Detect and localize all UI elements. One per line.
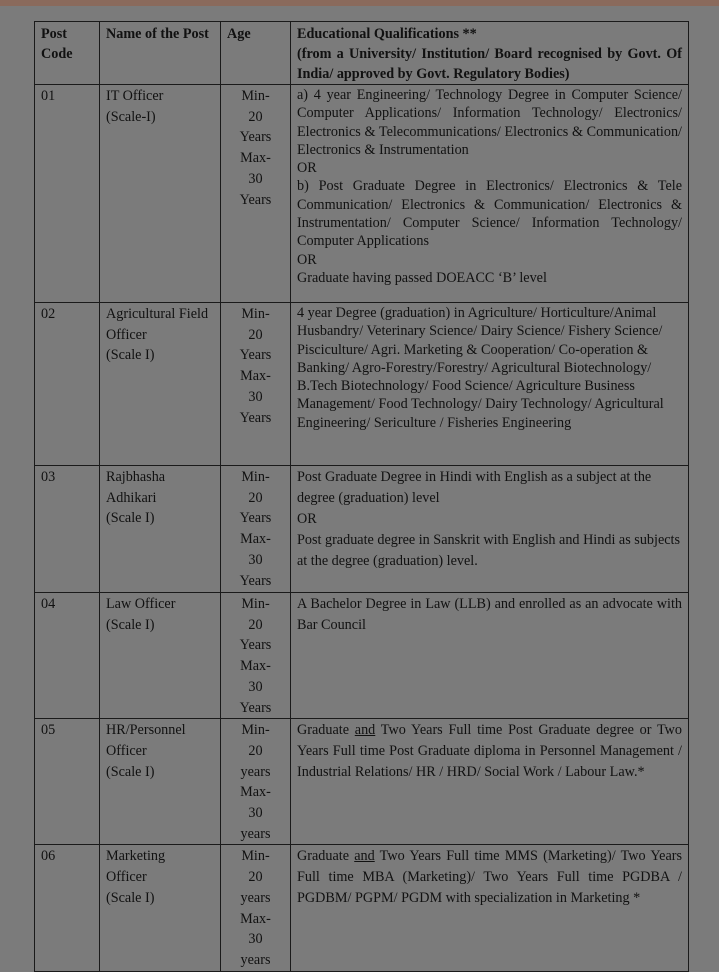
age-min-label: Min- xyxy=(241,596,270,612)
header-qual-title: Educational Qualifications ** xyxy=(297,26,477,42)
posts-table xyxy=(34,21,689,972)
age-min-unit: Years xyxy=(239,637,272,654)
qualification-text xyxy=(297,720,682,783)
age-min-label: Min- xyxy=(241,469,270,485)
post-name: Law Officer xyxy=(106,596,176,612)
age-cell xyxy=(221,466,291,593)
qualification-text: A Bachelor Degree in Law (LLB) and enrolled as an advocate with Bar Council xyxy=(297,596,682,633)
qualification-text: 4 year Degree (graduation) in Agriculture/ Horticulture/Animal Husbandry/ Veterinary Science/ Dairy Science/ Fishery Science/ Pisciculture/ Agri. Marketing & Cooperation/ Co-operation & Banking/ Agro-Forestry/Forestry/ Agricultural Biotechnology/ B.Tech Biotechnology/ Food Science/ Agriculture Business Management/ Food Technology/ Dairy Technology/ Agricultural Engineering/ Sericulture / Fisheries Engineering xyxy=(297,305,664,431)
post-scale: (Scale I) xyxy=(106,510,155,527)
qualification-text: Graduate having passed DOEACC ‘B’ level xyxy=(297,269,547,286)
post-name-cell xyxy=(100,85,221,303)
qualification-text: a) 4 year Engineering/ Technology Degree in Computer Science/ Computer Applications/ Information Technology/ Electronics/ Electronics & Telecommunications/ Electronics & Communication/ Electronics & Instrumentation xyxy=(297,87,682,158)
age-min-label: Min- xyxy=(241,848,270,865)
age-cell xyxy=(221,845,291,971)
age-max-unit: Years xyxy=(239,191,272,208)
qualification-or: OR xyxy=(297,251,317,268)
age-min-value: 20 xyxy=(248,742,263,759)
age-min-value: 20 xyxy=(248,489,263,506)
table-row xyxy=(35,303,689,466)
qualification-text: b) Post Graduate Degree in Electronics/ Electronics & Tele Communication/ Electronics & Communication/ Electronics & Instrumentation/ Computer Science/ Information Technology/ Computer Applications xyxy=(297,178,682,250)
age-min-unit: Years xyxy=(239,347,272,364)
age-min-label: Min- xyxy=(241,88,270,104)
header-qual-note: (from a University/ Institution/ Board recognised by Govt. Of India/ approved by Govt. Regulatory Bodies) xyxy=(297,46,682,82)
table-row xyxy=(35,845,689,971)
post-name: Agricultural Field Officer xyxy=(106,306,209,343)
age-max-label: Max- xyxy=(240,150,271,167)
qualification-text: Post graduate degree in Sanskrit with English and Hindi as subjects at the degree (graduation) level. xyxy=(297,531,681,569)
qualification-text xyxy=(297,846,682,909)
post-name-cell xyxy=(100,593,221,719)
post-code-cell: 03 xyxy=(35,466,100,593)
post-scale: (Scale-I) xyxy=(106,108,156,125)
age-max-value: 30 xyxy=(248,678,263,695)
post-code-cell: 04 xyxy=(35,593,100,719)
header-qualifications xyxy=(291,22,689,85)
qualification-rest: Two Years Full time MMS (Marketing)/ Two Years Full time MBA (Marketing)/ Two Years Full time PGDBA / PGDBM/ PGPM/ PGDM with specialization in Marketing * xyxy=(297,848,682,907)
post-code-cell: 01 xyxy=(35,85,100,303)
post-scale: (Scale I) xyxy=(106,616,155,633)
qualification-cell xyxy=(291,466,689,593)
qualification-and: and xyxy=(354,848,375,865)
age-max-unit: years xyxy=(240,951,271,968)
age-max-unit: years xyxy=(240,825,271,842)
post-code-cell: 02 xyxy=(35,303,100,466)
qualification-cell xyxy=(291,593,689,719)
age-max-unit: Years xyxy=(239,409,272,426)
top-border-bar xyxy=(0,0,719,6)
age-cell xyxy=(221,303,291,466)
table-row xyxy=(35,466,689,593)
qualification-cell xyxy=(291,85,689,303)
qualification-cell xyxy=(291,719,689,845)
table-header-row xyxy=(35,22,689,85)
table-row xyxy=(35,593,689,719)
qualification-cell xyxy=(291,303,689,466)
header-age: Age xyxy=(221,22,291,85)
age-max-label: Max- xyxy=(240,658,271,675)
age-cell xyxy=(221,719,291,845)
qualification-or: OR xyxy=(297,510,317,527)
qualification-and: and xyxy=(354,722,376,739)
age-min-label: Min- xyxy=(241,306,270,322)
age-min-unit: years xyxy=(240,889,271,906)
age-max-value: 30 xyxy=(248,388,263,405)
qualification-cell xyxy=(291,845,689,971)
age-max-label: Max- xyxy=(240,368,271,385)
age-max-value: 30 xyxy=(248,551,263,568)
header-post-code: Post Code xyxy=(35,22,100,85)
post-scale: (Scale I) xyxy=(106,347,155,364)
post-code-cell: 06 xyxy=(35,845,100,971)
qualification-prefix: Graduate xyxy=(297,848,355,865)
post-name-cell xyxy=(100,845,221,971)
age-max-unit: Years xyxy=(239,572,272,589)
age-max-label: Max- xyxy=(240,910,271,927)
age-cell xyxy=(221,593,291,719)
age-max-value: 30 xyxy=(248,931,263,948)
age-min-unit: years xyxy=(240,763,271,780)
age-max-unit: Years xyxy=(239,699,272,716)
post-name: Marketing Officer xyxy=(106,848,166,886)
age-min-value: 20 xyxy=(248,326,263,343)
age-cell xyxy=(221,85,291,303)
age-min-unit: Years xyxy=(239,129,272,146)
post-name-cell xyxy=(100,719,221,845)
post-name-cell xyxy=(100,466,221,593)
age-min-unit: Years xyxy=(239,510,272,527)
qualification-or: OR xyxy=(297,160,317,177)
qualification-rest: Two Years Full time Post Graduate degree or Two Years Full time Post Graduate diploma in Personnel Management / Industrial Relations/ HR / HRD/ Social Work / Labour Law.* xyxy=(297,722,682,781)
post-name-cell xyxy=(100,303,221,466)
age-min-label: Min- xyxy=(241,722,270,739)
age-max-label: Max- xyxy=(240,784,271,801)
table-row xyxy=(35,719,689,845)
age-min-value: 20 xyxy=(248,869,263,886)
qualification-prefix: Graduate xyxy=(297,722,355,739)
age-min-value: 20 xyxy=(248,108,263,125)
post-code-cell: 05 xyxy=(35,719,100,845)
table-row xyxy=(35,85,689,303)
post-name: HR/Personnel Officer xyxy=(106,722,186,759)
post-scale: (Scale I) xyxy=(106,889,155,906)
age-max-value: 30 xyxy=(248,805,263,822)
post-scale: (Scale I) xyxy=(106,763,155,780)
age-max-label: Max- xyxy=(240,531,271,548)
post-name: IT Officer xyxy=(106,88,164,104)
age-max-value: 30 xyxy=(248,170,263,187)
post-name: Rajbhasha Adhikari xyxy=(106,469,166,506)
qualification-text: Post Graduate Degree in Hindi with English as a subject at the degree (graduation) level xyxy=(297,469,652,506)
header-name-of-post: Name of the Post xyxy=(100,22,221,85)
age-min-value: 20 xyxy=(248,616,263,633)
